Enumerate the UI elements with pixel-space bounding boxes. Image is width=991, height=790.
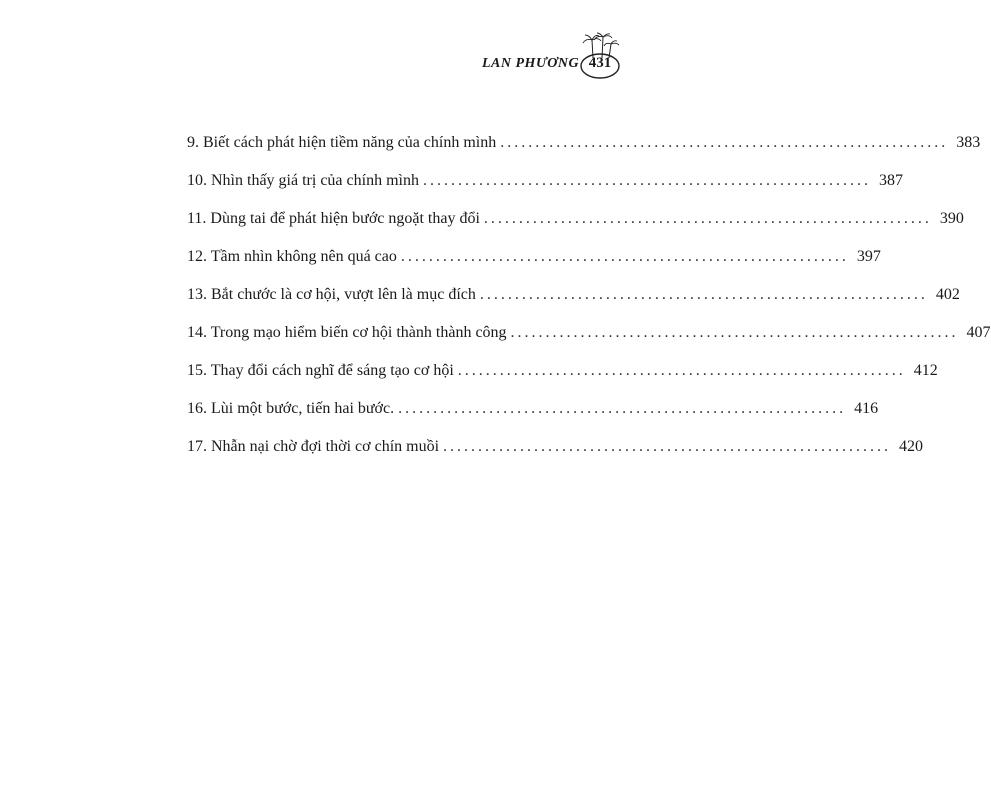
toc-leader-dots: ................................................................ bbox=[479, 286, 928, 303]
toc-entry-page: 383 bbox=[956, 134, 981, 151]
toc-leader-dots: ................................................................ bbox=[483, 210, 932, 227]
toc-entry-title: 16. Lùi một bước, tiến hai bước. bbox=[187, 400, 395, 417]
toc-entry-title: 14. Trong mạo hiểm biến cơ hội thành thành công bbox=[187, 324, 507, 341]
toc-entry bbox=[187, 210, 964, 248]
toc-entry bbox=[187, 400, 879, 438]
toc-entry-page: 402 bbox=[935, 286, 960, 303]
toc-entry-page: 387 bbox=[878, 172, 903, 189]
toc-entry-page: 420 bbox=[899, 438, 924, 455]
author-name: LAN PHƯƠNG bbox=[482, 56, 580, 71]
toc-entry-title: 13. Bắt chước là cơ hội, vượt lên là mục đích bbox=[187, 286, 476, 303]
toc-leader-dots: ................................................................ bbox=[510, 324, 959, 341]
toc-entry-page: 416 bbox=[854, 400, 879, 417]
toc-entry bbox=[187, 362, 938, 400]
toc-entry bbox=[187, 324, 991, 362]
toc-leader-dots: ................................................................ bbox=[400, 248, 849, 265]
toc-entry-title: 12. Tầm nhìn không nên quá cao bbox=[187, 248, 397, 265]
toc-leader-dots: ................................................................ bbox=[500, 134, 949, 151]
toc-entry-page: 390 bbox=[939, 210, 964, 227]
toc-leader-dots: ................................................................ bbox=[457, 362, 906, 379]
table-of-contents bbox=[187, 134, 991, 476]
page-header bbox=[0, 0, 790, 100]
toc-entry bbox=[187, 438, 924, 476]
toc-entry-title: 11. Dùng tai để phát hiện bước ngoặt thay đổi bbox=[187, 210, 480, 227]
toc-entry-title: 15. Thay đổi cách nghĩ để sáng tạo cơ hội bbox=[187, 362, 454, 379]
toc-entry-page: 412 bbox=[913, 362, 938, 379]
toc-entry-title: 17. Nhẫn nại chờ đợi thời cơ chín muồi bbox=[187, 438, 440, 455]
toc-entry-page: 397 bbox=[856, 248, 881, 265]
toc-entry-title: 9. Biết cách phát hiện tiềm năng của chính mình bbox=[187, 134, 497, 151]
toc-leader-dots: ................................................................ bbox=[443, 438, 892, 455]
toc-entry bbox=[187, 286, 960, 324]
toc-leader-dots: ................................................................ bbox=[422, 172, 871, 189]
toc-leader-dots: ................................................................ bbox=[398, 400, 847, 417]
toc-entry bbox=[187, 172, 903, 210]
toc-entry bbox=[187, 248, 881, 286]
page-number: 431 bbox=[588, 55, 612, 71]
toc-entry-page: 407 bbox=[966, 324, 991, 341]
toc-entry bbox=[187, 134, 981, 172]
toc-entry-title: 10. Nhìn thấy giá trị của chính mình bbox=[187, 172, 419, 189]
